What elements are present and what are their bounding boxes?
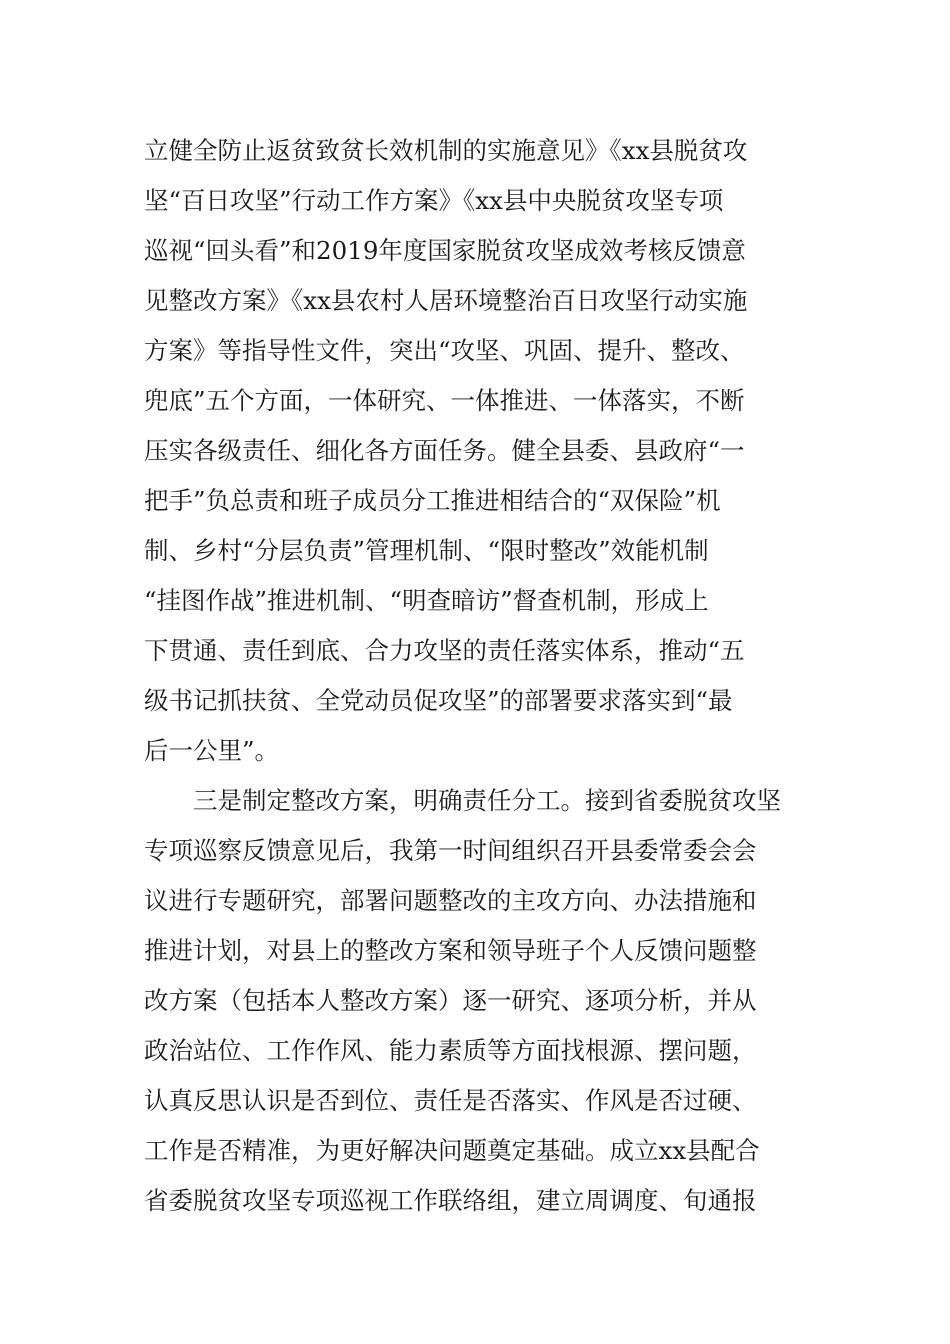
body-line-7: 压实各级责任、细化各方面任务。健全县委、县政府“一 xyxy=(144,436,745,465)
body-line-10: “挂图作战”推进机制、“明查暗访”督查机制，形成上 xyxy=(144,586,709,615)
body-line-8: 把手”负总责和班子成员分工推进相结合的“双保险”机 xyxy=(144,486,721,515)
body-line-4: 见整改方案》《xx县农村人居环境整治百日攻坚行动实施 xyxy=(144,286,748,315)
body-line-11: 下贯通、责任到底、合力攻坚的责任落实体系，推动“五 xyxy=(144,636,745,665)
body-line-17: 推进计划，对县上的整改方案和领导班子个人反馈问题整 xyxy=(144,936,757,965)
body-line-3: 巡视“回头看”和2019年度国家脱贫攻坚成效考核反馈意 xyxy=(144,236,746,265)
body-line-18: 改方案（包括本人整改方案）逐一研究、逐项分析，并从 xyxy=(144,986,757,1015)
body-line-6: 兜底”五个方面，一体研究、一体推进、一体落实，不断 xyxy=(144,386,745,415)
body-line-21: 工作是否精准，为更好解决问题奠定基础。成立xx县配合 xyxy=(144,1136,760,1165)
body-line-5: 方案》等指导性文件，突出“攻坚、巩固、提升、整改、 xyxy=(144,336,745,365)
body-line-12: 级书记抓扶贫、全党动员促攻坚”的部署要求落实到“最 xyxy=(144,686,733,715)
body-line-9: 制、乡村“分层负责”管理机制、“限时整改”效能机制 xyxy=(144,536,709,565)
body-line-19: 政治站位、工作作风、能力素质等方面找根源、摆问题， xyxy=(144,1036,757,1065)
body-line-1: 立健全防止返贫致贫长效机制的实施意见》《xx县脱贫攻 xyxy=(144,136,748,165)
body-line-22: 省委脱贫攻坚专项巡视工作联络组，建立周调度、旬通报 xyxy=(144,1186,757,1215)
body-line-13: 后一公里”。 xyxy=(144,736,280,765)
body-line-20: 认真反思认识是否到位、责任是否落实、作风是否过硬、 xyxy=(144,1086,757,1115)
paragraph-start-line: 三是制定整改方案，明确责任分工。接到省委脱贫攻坚 xyxy=(193,786,781,815)
body-line-2: 坚“百日攻坚”行动工作方案》《xx县中央脱贫攻坚专项 xyxy=(144,186,724,215)
body-line-16: 议进行专题研究，部署问题整改的主攻方向、办法措施和 xyxy=(144,886,757,915)
body-line-15: 专项巡察反馈意见后，我第一时间组织召开县委常委会会 xyxy=(144,836,757,865)
